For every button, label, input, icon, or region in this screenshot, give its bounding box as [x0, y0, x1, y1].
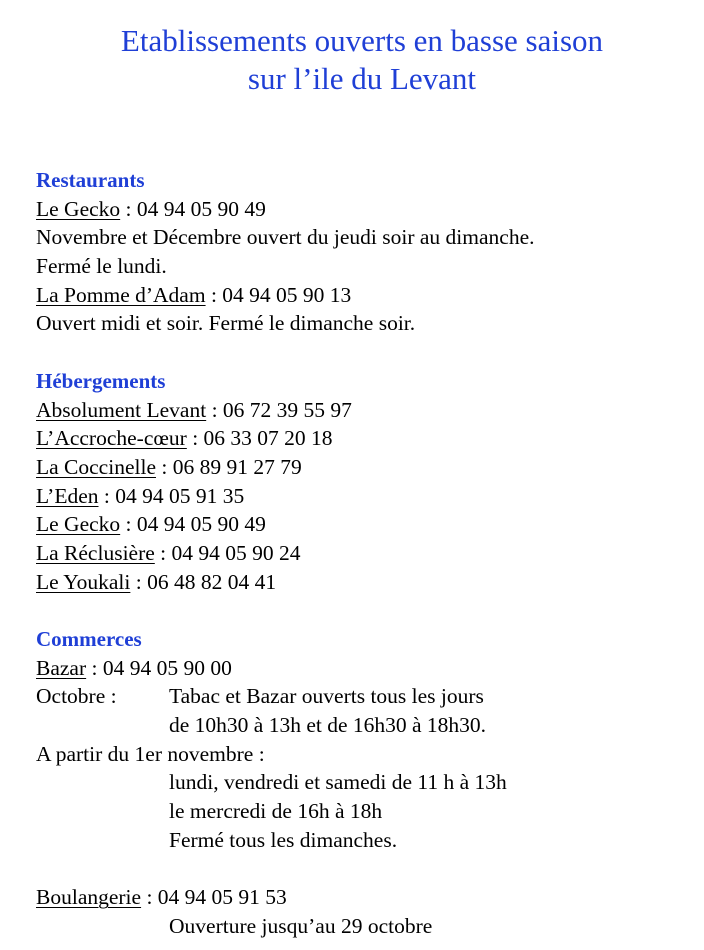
lodging-entry	[36, 482, 696, 511]
lodging-entry	[36, 539, 696, 568]
section-heading-hebergements: Hébergements	[36, 368, 166, 393]
novembre-label: A partir du 1er novembre :	[36, 741, 265, 766]
restaurant-name-pomme[interactable]: La Pomme d’Adam	[36, 282, 206, 307]
lodging-phone: : 04 94 05 90 24	[154, 540, 301, 565]
lodging-phone: : 06 33 07 20 18	[186, 426, 333, 451]
lodging-name[interactable]: La Réclusière	[36, 540, 155, 565]
lodging-phone: : 06 48 82 04 41	[130, 569, 277, 594]
shop-name-boulangerie[interactable]: Boulangerie	[36, 885, 142, 910]
lodging-phone: : 06 72 39 55 97	[206, 397, 352, 422]
lodging-name[interactable]: Le Gecko	[36, 512, 121, 537]
restaurant-entry-pomme	[36, 281, 696, 310]
page-title-line-1: Etablissements ouverts en basse saison	[120, 23, 604, 58]
shop-phone-boulangerie: : 04 94 05 91 53	[141, 885, 287, 910]
restaurant-name-gecko[interactable]: Le Gecko	[36, 196, 121, 221]
octobre-label: Octobre :	[36, 684, 117, 709]
restaurant-entry-gecko	[36, 195, 696, 224]
restaurant-phone-pomme: : 04 94 05 90 13	[205, 282, 352, 307]
lodging-phone: : 04 94 05 91 35	[98, 483, 245, 508]
lodging-entry	[36, 510, 696, 539]
octobre-hours-2: de 10h30 à 13h et de 16h30 à 18h30.	[169, 713, 487, 738]
page-title-line-2: sur l’ile du Levant	[247, 61, 477, 96]
lodging-name[interactable]: Absolument Levant	[36, 397, 207, 422]
restaurant-hours-pomme: Ouvert midi et soir. Fermé le dimanche soir.	[36, 311, 416, 336]
document-body	[36, 166, 696, 941]
shop-name-bazar[interactable]: Bazar	[36, 655, 87, 680]
lodging-phone: : 04 94 05 90 49	[120, 512, 266, 537]
lodging-phone: : 06 89 91 27 79	[155, 454, 302, 479]
shop-entry-boulangerie	[36, 883, 696, 912]
restaurant-phone-gecko: : 04 94 05 90 49	[120, 196, 266, 221]
novembre-hours-2: le mercredi de 16h à 18h	[169, 799, 383, 824]
octobre-hours-1: Tabac et Bazar ouverts tous les jours	[169, 684, 484, 709]
shop-phone-bazar: : 04 94 05 90 00	[86, 655, 232, 680]
novembre-hours-3: Fermé tous les dimanches.	[169, 827, 398, 852]
spacer	[36, 596, 696, 625]
shop-entry-bazar	[36, 654, 696, 683]
novembre-hours-1: lundi, vendredi et samedi de 11 h à 13h	[169, 770, 507, 795]
section-heading-restaurants: Restaurants	[36, 168, 145, 192]
page-title	[0, 22, 704, 98]
lodging-name[interactable]: L’Eden	[36, 483, 99, 508]
restaurant-hours-gecko-2: Fermé le lundi.	[36, 254, 167, 279]
spacer	[36, 338, 696, 367]
octobre-row	[36, 682, 696, 711]
lodging-entry	[36, 568, 696, 597]
lodging-entry	[36, 396, 696, 425]
spacer	[36, 855, 696, 884]
lodging-entry	[36, 424, 696, 453]
lodging-name[interactable]: Le Youkali	[36, 569, 131, 594]
section-heading-commerces: Commerces	[36, 627, 142, 651]
lodging-name[interactable]: L’Accroche-cœur	[36, 426, 187, 451]
lodging-name[interactable]: La Coccinelle	[36, 454, 156, 479]
lodging-entry	[36, 453, 696, 482]
restaurant-hours-gecko-1: Novembre et Décembre ouvert du jeudi soir au dimanche.	[36, 225, 535, 250]
boulangerie-hours: Ouverture jusqu’au 29 octobre	[169, 913, 433, 938]
